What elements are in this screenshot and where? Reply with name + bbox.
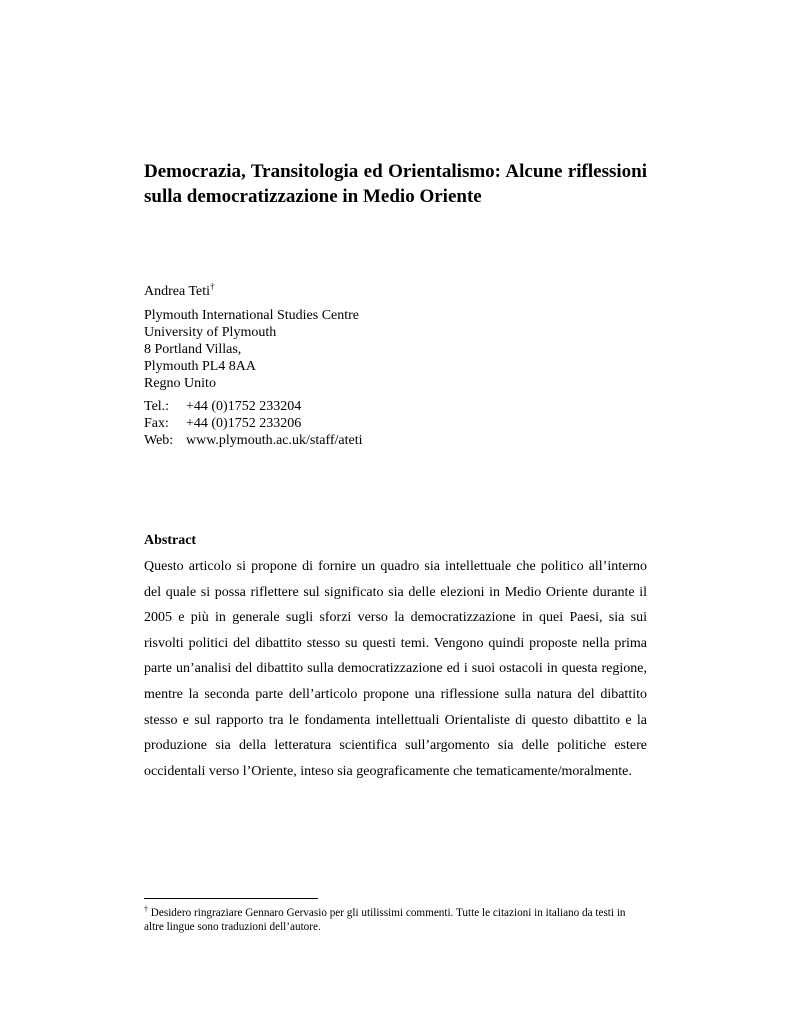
- abstract-heading: Abstract: [144, 533, 197, 548]
- footnote: [144, 906, 647, 934]
- affiliation-block: [144, 307, 359, 392]
- paper-title: Democrazia, Transitologia ed Orientalismo: Alcune riflessioni sulla democratizzazione in Medio Oriente: [144, 161, 647, 207]
- footnote-mark: †: [144, 904, 148, 914]
- contact-row-web: [144, 432, 363, 449]
- contact-value-fax: +44 (0)1752 233206: [186, 416, 302, 431]
- contact-row-tel: [144, 398, 363, 415]
- contact-label: Tel.:: [144, 399, 170, 414]
- contact-value-web: www.plymouth.ac.uk/staff/ateti: [186, 433, 363, 448]
- abstract-text: Questo articolo si propone di fornire un quadro sia intellettuale che politico all’interno del quale si possa riflettere sul significato sia delle elezioni in Medio Oriente durante il 2005 e più in generale sugli sforzi verso la democratizzazione in quei Paesi, sia sui risvolti politici del dibattito stesso su questi temi. Vengono quindi proposte nella prima parte un’analisi del dibattito sulla democratizzazione ed i suoi ostacoli in questa regione, mentre la seconda parte dell’articolo propone una riflessione sulla natura del dibattito stesso e sul rapporto tra le fondamenta intellettuali Orientaliste di questo dibattito e la produzione sia della letteratura scientifica sull’argomento sia delle politiche estere occidentali verso l’Oriente, inteso sia geograficamente che tematicamente/moralmente.: [144, 559, 647, 779]
- affiliation-line: Plymouth PL4 8AA: [144, 359, 257, 374]
- contact-value-tel: +44 (0)1752 233204: [186, 399, 302, 414]
- contact-label: Fax:: [144, 416, 169, 431]
- footnote-text: Desidero ringraziare Gennaro Gervasio per gli utilissimi commenti. Tutte le citazioni in italiano da testi in altre lingue sono traduzioni dell’autore.: [144, 907, 626, 933]
- footnote-divider: [144, 898, 318, 899]
- affiliation-line: 8 Portland Villas,: [144, 342, 242, 357]
- author-name: Andrea Teti: [144, 284, 211, 299]
- affiliation-line: Plymouth International Studies Centre: [144, 308, 360, 323]
- author-footnote-mark: †: [210, 281, 215, 292]
- affiliation-line: University of Plymouth: [144, 325, 277, 340]
- contact-label: Web:: [144, 433, 174, 448]
- contact-block: [144, 398, 363, 449]
- contact-row-fax: [144, 415, 363, 432]
- affiliation-line: Regno Unito: [144, 376, 216, 391]
- author-line: [144, 283, 215, 301]
